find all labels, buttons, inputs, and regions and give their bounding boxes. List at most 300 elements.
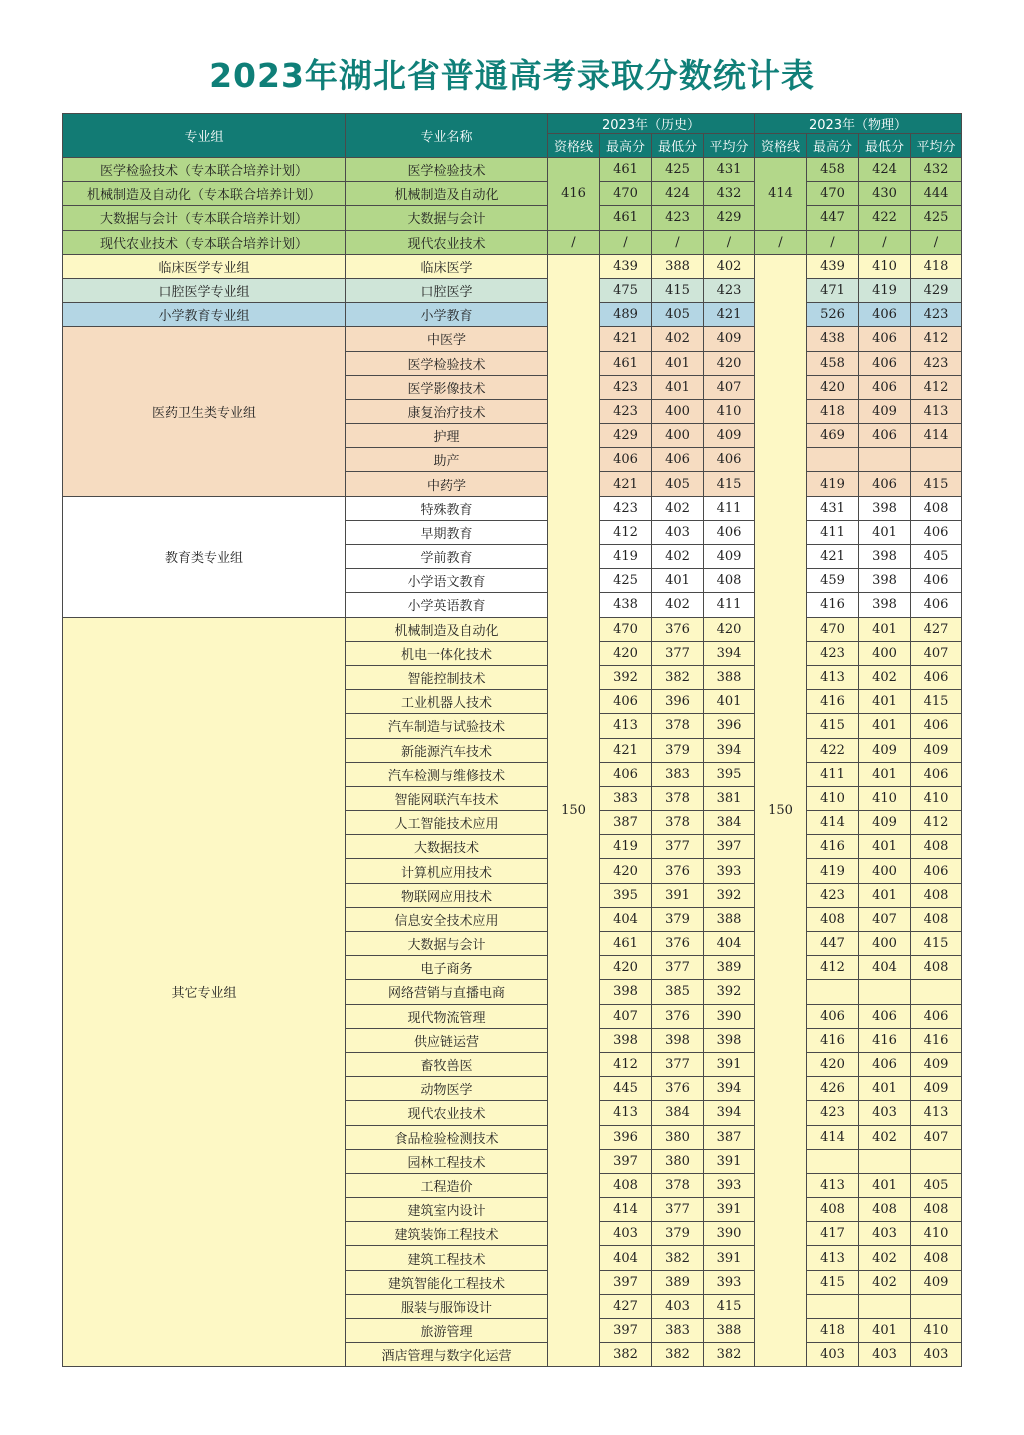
score-cell: 389 — [652, 1270, 704, 1294]
major-cell: 建筑工程技术 — [346, 1246, 548, 1270]
score-cell: 377 — [652, 956, 704, 980]
major-cell: 汽车检测与维修技术 — [346, 762, 548, 786]
score-cell: 409 — [859, 738, 911, 762]
score-cell: 378 — [652, 811, 704, 835]
score-cell: 401 — [859, 835, 911, 859]
major-cell: 大数据技术 — [346, 835, 548, 859]
qual-line-history: 416 — [548, 158, 600, 231]
score-cell: 406 — [911, 569, 962, 593]
score-cell — [911, 1149, 962, 1173]
score-cell: 416 — [859, 1028, 911, 1052]
score-cell — [859, 1149, 911, 1173]
score-cell: 408 — [911, 956, 962, 980]
score-cell: 377 — [652, 641, 704, 665]
major-cell: 现代农业技术 — [346, 230, 548, 254]
score-cell: 413 — [807, 1173, 859, 1197]
score-cell: 391 — [704, 1149, 755, 1173]
score-cell — [859, 1294, 911, 1318]
score-cell: 406 — [859, 472, 911, 496]
score-cell: 403 — [859, 1101, 911, 1125]
score-cell: 394 — [704, 641, 755, 665]
score-cell: 408 — [704, 569, 755, 593]
score-cell: 384 — [704, 811, 755, 835]
score-cell: 405 — [911, 545, 962, 569]
score-cell: 409 — [704, 327, 755, 351]
major-cell: 建筑室内设计 — [346, 1198, 548, 1222]
score-cell: / — [859, 230, 911, 254]
score-cell: / — [807, 230, 859, 254]
score-cell: 429 — [600, 424, 652, 448]
score-cell: 384 — [652, 1101, 704, 1125]
score-cell: 379 — [652, 907, 704, 931]
score-cell: 459 — [807, 569, 859, 593]
score-cell: 394 — [704, 1101, 755, 1125]
score-cell: 376 — [652, 617, 704, 641]
score-cell: 401 — [859, 617, 911, 641]
major-cell: 动物医学 — [346, 1077, 548, 1101]
score-cell: 469 — [807, 424, 859, 448]
score-cell: 378 — [652, 786, 704, 810]
score-cell: 405 — [652, 303, 704, 327]
score-cell: 404 — [859, 956, 911, 980]
score-cell: 423 — [911, 351, 962, 375]
major-cell: 汽车制造与试验技术 — [346, 714, 548, 738]
score-cell: 410 — [859, 254, 911, 278]
major-cell: 建筑智能化工程技术 — [346, 1270, 548, 1294]
score-cell: 423 — [652, 206, 704, 230]
score-cell: 401 — [859, 883, 911, 907]
score-cell: 378 — [652, 1173, 704, 1197]
group-cell: 医药卫生类专业组 — [63, 327, 346, 496]
score-cell: 419 — [600, 835, 652, 859]
header-col: 平均分 — [911, 134, 962, 158]
score-cell: 394 — [704, 738, 755, 762]
score-cell: 410 — [704, 399, 755, 423]
group-cell: 教育类专业组 — [63, 496, 346, 617]
score-cell: 391 — [704, 1246, 755, 1270]
table-body — [63, 158, 962, 1367]
score-cell: 406 — [704, 448, 755, 472]
score-cell: 413 — [807, 665, 859, 689]
score-cell: 403 — [600, 1222, 652, 1246]
score-cell: 406 — [911, 1004, 962, 1028]
score-cell: 415 — [704, 472, 755, 496]
score-cell: 402 — [652, 545, 704, 569]
score-cell: 418 — [911, 254, 962, 278]
score-cell: 412 — [600, 520, 652, 544]
score-cell: 406 — [859, 303, 911, 327]
group-cell: 口腔医学专业组 — [63, 278, 346, 302]
score-cell: 406 — [600, 448, 652, 472]
score-cell: 461 — [600, 158, 652, 182]
score-cell: 377 — [652, 835, 704, 859]
header-group: 专业组 — [63, 114, 346, 158]
major-cell: 小学英语教育 — [346, 593, 548, 617]
score-cell: 424 — [652, 182, 704, 206]
score-cell: 390 — [704, 1004, 755, 1028]
score-cell: 419 — [859, 278, 911, 302]
score-cell: 402 — [859, 1270, 911, 1294]
score-cell: 413 — [600, 1101, 652, 1125]
score-cell: 413 — [600, 714, 652, 738]
major-cell: 医学影像技术 — [346, 375, 548, 399]
score-cell: 408 — [911, 907, 962, 931]
score-cell: 409 — [911, 1270, 962, 1294]
score-cell: 376 — [652, 932, 704, 956]
score-cell: 388 — [704, 1319, 755, 1343]
score-cell: 423 — [600, 496, 652, 520]
score-cell: 421 — [600, 738, 652, 762]
score-cell: 409 — [859, 811, 911, 835]
score-cell: 412 — [600, 1052, 652, 1076]
score-cell: 406 — [859, 327, 911, 351]
score-cell: 410 — [859, 786, 911, 810]
score-cell: / — [652, 230, 704, 254]
score-cell: 407 — [600, 1004, 652, 1028]
score-cell: 408 — [807, 1198, 859, 1222]
score-cell: 398 — [859, 569, 911, 593]
score-cell: 410 — [911, 786, 962, 810]
score-cell: 376 — [652, 1004, 704, 1028]
score-cell: 391 — [704, 1198, 755, 1222]
major-cell: 机电一体化技术 — [346, 641, 548, 665]
score-cell: 458 — [807, 351, 859, 375]
score-cell: 392 — [600, 665, 652, 689]
score-cell: 388 — [704, 907, 755, 931]
score-cell: 387 — [704, 1125, 755, 1149]
score-cell: 419 — [807, 859, 859, 883]
group-cell: 大数据与会计（专本联合培养计划） — [63, 206, 346, 230]
score-cell: 423 — [704, 278, 755, 302]
major-cell: 信息安全技术应用 — [346, 907, 548, 931]
score-cell: 470 — [807, 182, 859, 206]
score-cell: 416 — [911, 1028, 962, 1052]
major-cell: 医学检验技术 — [346, 158, 548, 182]
score-cell: 398 — [600, 1028, 652, 1052]
score-cell: 409 — [704, 545, 755, 569]
score-cell: 409 — [911, 1077, 962, 1101]
score-cell: 382 — [652, 1246, 704, 1270]
score-cell: 408 — [600, 1173, 652, 1197]
score-cell: 382 — [704, 1343, 755, 1367]
score-cell: 376 — [652, 1077, 704, 1101]
major-cell: 机械制造及自动化 — [346, 617, 548, 641]
score-cell: 414 — [911, 424, 962, 448]
score-cell: 420 — [704, 617, 755, 641]
score-cell: 402 — [652, 593, 704, 617]
group-cell: 小学教育专业组 — [63, 303, 346, 327]
score-cell: 415 — [911, 690, 962, 714]
score-cell: 401 — [652, 351, 704, 375]
score-cell: 385 — [652, 980, 704, 1004]
score-cell: 404 — [600, 907, 652, 931]
major-cell: 建筑装饰工程技术 — [346, 1222, 548, 1246]
score-cell: 420 — [600, 641, 652, 665]
major-cell: 电子商务 — [346, 956, 548, 980]
score-cell: 421 — [600, 472, 652, 496]
score-cell: 400 — [652, 399, 704, 423]
score-cell: 405 — [652, 472, 704, 496]
major-cell: 畜牧兽医 — [346, 1052, 548, 1076]
score-cell: 407 — [704, 375, 755, 399]
score-cell: 439 — [600, 254, 652, 278]
major-cell: 人工智能技术应用 — [346, 811, 548, 835]
score-cell: / — [911, 230, 962, 254]
major-cell: 中药学 — [346, 472, 548, 496]
score-cell — [911, 1294, 962, 1318]
score-cell: 403 — [652, 1294, 704, 1318]
score-cell: 447 — [807, 932, 859, 956]
major-cell: 网络营销与直播电商 — [346, 980, 548, 1004]
score-cell: 393 — [704, 859, 755, 883]
score-cell: 420 — [704, 351, 755, 375]
score-cell — [807, 1294, 859, 1318]
major-cell: 护理 — [346, 424, 548, 448]
score-cell: 429 — [704, 206, 755, 230]
score-cell: 421 — [807, 545, 859, 569]
score-cell: 415 — [652, 278, 704, 302]
score-cell: 409 — [911, 1052, 962, 1076]
major-cell: 酒店管理与数字化运营 — [346, 1343, 548, 1367]
score-cell: 397 — [600, 1319, 652, 1343]
score-cell: 408 — [911, 1198, 962, 1222]
major-cell: 智能控制技术 — [346, 665, 548, 689]
major-cell: 医学检验技术 — [346, 351, 548, 375]
score-cell: 401 — [652, 375, 704, 399]
score-cell: 408 — [911, 835, 962, 859]
score-cell: 400 — [652, 424, 704, 448]
score-cell: 458 — [807, 158, 859, 182]
score-cell: 419 — [807, 472, 859, 496]
score-cell: 401 — [859, 1319, 911, 1343]
table-row — [63, 254, 962, 278]
score-cell: 380 — [652, 1125, 704, 1149]
score-cell: 402 — [859, 1125, 911, 1149]
score-cell: 388 — [652, 254, 704, 278]
score-cell: 406 — [911, 665, 962, 689]
major-cell: 现代物流管理 — [346, 1004, 548, 1028]
score-cell: 461 — [600, 206, 652, 230]
score-cell: 392 — [704, 883, 755, 907]
score-cell: 423 — [600, 399, 652, 423]
score-cell: 427 — [600, 1294, 652, 1318]
major-cell: 小学语文教育 — [346, 569, 548, 593]
header-col: 最低分 — [859, 134, 911, 158]
score-cell: 410 — [911, 1319, 962, 1343]
header-col: 最低分 — [652, 134, 704, 158]
table-row — [63, 496, 962, 520]
score-cell: 415 — [704, 1294, 755, 1318]
major-cell: 计算机应用技术 — [346, 859, 548, 883]
score-cell: 406 — [911, 593, 962, 617]
header-col: 资格线 — [548, 134, 600, 158]
table-row — [63, 278, 962, 302]
score-cell: 427 — [911, 617, 962, 641]
table-row — [63, 327, 962, 351]
major-cell: 机械制造及自动化 — [346, 182, 548, 206]
major-cell: 供应链运营 — [346, 1028, 548, 1052]
score-cell: 420 — [807, 1052, 859, 1076]
score-cell: 406 — [600, 690, 652, 714]
table-row — [63, 182, 962, 206]
score-cell: 401 — [859, 1077, 911, 1101]
score-cell: 423 — [807, 1101, 859, 1125]
score-cell: 406 — [911, 714, 962, 738]
score-cell: 422 — [807, 738, 859, 762]
score-cell: 407 — [911, 641, 962, 665]
table-row — [63, 303, 962, 327]
score-cell: 432 — [704, 182, 755, 206]
score-cell: 422 — [859, 206, 911, 230]
score-cell: 429 — [911, 278, 962, 302]
score-cell: 403 — [859, 1222, 911, 1246]
group-cell: 其它专业组 — [63, 617, 346, 1367]
score-cell: 425 — [600, 569, 652, 593]
major-cell: 临床医学 — [346, 254, 548, 278]
major-cell: 现代农业技术 — [346, 1101, 548, 1125]
score-cell: 393 — [704, 1270, 755, 1294]
score-cell: 408 — [911, 883, 962, 907]
qual-line-physics: 150 — [755, 254, 807, 1367]
score-cell: 417 — [807, 1222, 859, 1246]
score-cell: 412 — [911, 375, 962, 399]
score-cell: 406 — [911, 520, 962, 544]
score-cell: 376 — [652, 859, 704, 883]
score-cell: 414 — [807, 811, 859, 835]
score-cell: 395 — [704, 762, 755, 786]
score-cell: 383 — [600, 786, 652, 810]
score-cell: 416 — [807, 835, 859, 859]
score-cell — [911, 448, 962, 472]
score-cell: 406 — [652, 448, 704, 472]
score-cell: 447 — [807, 206, 859, 230]
score-cell: 408 — [859, 1198, 911, 1222]
score-cell: 423 — [807, 641, 859, 665]
table-row — [63, 617, 962, 641]
major-cell: 食品检验检测技术 — [346, 1125, 548, 1149]
score-cell: 409 — [704, 424, 755, 448]
score-cell: 406 — [704, 520, 755, 544]
major-cell: 学前教育 — [346, 545, 548, 569]
score-cell: 475 — [600, 278, 652, 302]
qual-line-history: 150 — [548, 254, 600, 1367]
score-cell: 401 — [859, 520, 911, 544]
table-row — [63, 230, 962, 254]
score-cell: 397 — [600, 1149, 652, 1173]
header-col: 平均分 — [704, 134, 755, 158]
score-cell: 408 — [911, 1246, 962, 1270]
score-cell: 461 — [600, 932, 652, 956]
score-cell: 409 — [859, 399, 911, 423]
score-cell: 402 — [704, 254, 755, 278]
major-cell: 助产 — [346, 448, 548, 472]
score-cell: 414 — [807, 1125, 859, 1149]
score-cell: 406 — [859, 375, 911, 399]
score-cell: 379 — [652, 1222, 704, 1246]
score-cell: 445 — [600, 1077, 652, 1101]
score-cell: 405 — [911, 1173, 962, 1197]
score-cell: 410 — [911, 1222, 962, 1246]
score-cell: 398 — [704, 1028, 755, 1052]
header-col: 资格线 — [755, 134, 807, 158]
score-cell: 392 — [704, 980, 755, 1004]
group-cell: 现代农业技术（专本联合培养计划） — [63, 230, 346, 254]
score-cell: 439 — [807, 254, 859, 278]
header-physics: 2023年（物理） — [755, 114, 962, 134]
major-cell: 工业机器人技术 — [346, 690, 548, 714]
qual-line-history: / — [548, 230, 600, 254]
major-cell: 大数据与会计 — [346, 206, 548, 230]
score-cell: 406 — [859, 1004, 911, 1028]
score-cell: 397 — [600, 1270, 652, 1294]
major-cell: 服装与服饰设计 — [346, 1294, 548, 1318]
score-cell: 406 — [859, 1052, 911, 1076]
score-cell: 378 — [652, 714, 704, 738]
score-cell: 444 — [911, 182, 962, 206]
score-cell: 412 — [911, 811, 962, 835]
score-cell: 377 — [652, 1198, 704, 1222]
score-cell: 432 — [911, 158, 962, 182]
score-cell: 382 — [600, 1343, 652, 1367]
score-cell: 412 — [911, 327, 962, 351]
score-cell: 380 — [652, 1149, 704, 1173]
major-cell: 早期教育 — [346, 520, 548, 544]
score-cell: 389 — [704, 956, 755, 980]
score-cell: 415 — [807, 714, 859, 738]
score-cell: 470 — [600, 182, 652, 206]
score-cell: 420 — [600, 859, 652, 883]
score-cell: 398 — [859, 496, 911, 520]
score-cell: 415 — [807, 1270, 859, 1294]
score-cell — [807, 980, 859, 1004]
score-cell: 401 — [859, 762, 911, 786]
score-cell: 393 — [704, 1173, 755, 1197]
score-cell: 398 — [652, 1028, 704, 1052]
score-cell: 410 — [807, 786, 859, 810]
score-cell: 461 — [600, 351, 652, 375]
score-cell: 431 — [807, 496, 859, 520]
score-cell: 383 — [652, 1319, 704, 1343]
score-cell: 406 — [600, 762, 652, 786]
score-cell: 411 — [704, 593, 755, 617]
score-cell: 382 — [652, 665, 704, 689]
score-cell: 398 — [859, 545, 911, 569]
score-cell: 418 — [807, 399, 859, 423]
score-cell: 438 — [807, 327, 859, 351]
score-cell: 388 — [704, 665, 755, 689]
group-cell: 医学检验技术（专本联合培养计划） — [63, 158, 346, 182]
major-cell: 大数据与会计 — [346, 932, 548, 956]
score-cell: 391 — [704, 1052, 755, 1076]
score-cell: 425 — [911, 206, 962, 230]
score-cell: 406 — [911, 762, 962, 786]
score-cell: 421 — [600, 327, 652, 351]
group-cell: 机械制造及自动化（专本联合培养计划） — [63, 182, 346, 206]
major-cell: 中医学 — [346, 327, 548, 351]
score-cell: 400 — [859, 641, 911, 665]
score-cell: 404 — [704, 932, 755, 956]
score-cell: 402 — [859, 665, 911, 689]
score-cell: 406 — [911, 859, 962, 883]
header-col: 最高分 — [600, 134, 652, 158]
score-cell: 395 — [600, 883, 652, 907]
major-cell: 工程造价 — [346, 1173, 548, 1197]
score-cell: 408 — [807, 907, 859, 931]
score-cell: 416 — [807, 593, 859, 617]
score-cell: 394 — [704, 1077, 755, 1101]
score-cell: 390 — [704, 1222, 755, 1246]
score-cell: 423 — [911, 303, 962, 327]
